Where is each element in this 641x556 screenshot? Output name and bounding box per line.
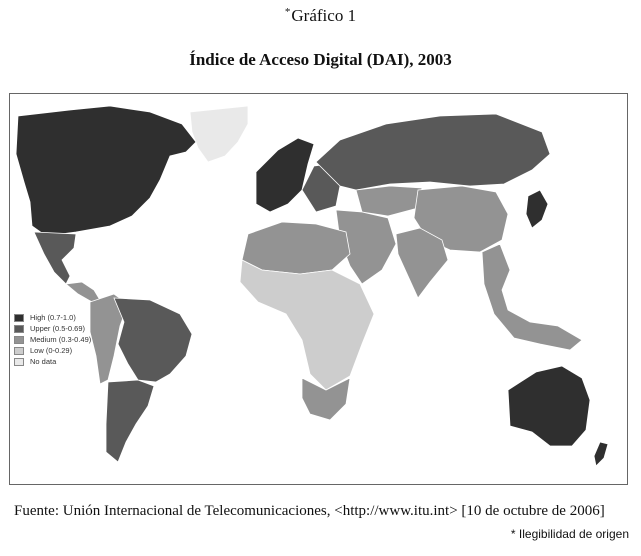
region-central-america <box>66 282 100 302</box>
legend-item-medium <box>14 334 154 345</box>
legend-label-no-data: No data <box>30 357 57 366</box>
legend-swatch-upper <box>14 325 24 333</box>
legend-swatch-medium <box>14 336 24 344</box>
region-australia <box>508 366 590 446</box>
figure-number-marker: * <box>284 6 291 18</box>
legend-item-low <box>14 345 154 356</box>
region-north-africa <box>242 222 350 274</box>
legend-label-high: High (0.7-1.0) <box>30 313 76 322</box>
legend-label-upper: Upper (0.5-0.69) <box>30 324 86 333</box>
legend-label-medium: Medium (0.3-0.49) <box>30 335 92 344</box>
region-new-zealand <box>594 442 608 466</box>
legend-swatch-high <box>14 314 24 322</box>
legend-item-upper <box>14 323 154 334</box>
figure-number-label: Gráfico 1 <box>291 6 357 25</box>
region-mexico <box>34 232 76 284</box>
map-title: Índice de Acceso Digital (DAI), 2003 <box>189 50 452 69</box>
map-legend <box>14 312 154 367</box>
world-map <box>9 93 628 485</box>
figure-number <box>0 6 641 26</box>
region-sub-saharan-africa <box>240 260 374 390</box>
region-russia <box>316 114 550 190</box>
legend-swatch-no-data <box>14 358 24 366</box>
legend-swatch-low <box>14 347 24 355</box>
region-western-europe <box>256 138 314 212</box>
legend-item-high <box>14 312 154 323</box>
legibility-note: * Ilegibilidad de origen <box>510 527 629 541</box>
legend-label-low: Low (0-0.29) <box>30 346 73 355</box>
region-southern-cone <box>106 380 154 462</box>
region-north-america <box>16 106 196 236</box>
legend-item-no-data <box>14 356 154 367</box>
region-southeast-asia <box>482 244 582 350</box>
region-greenland <box>190 106 248 162</box>
region-japan <box>526 190 548 228</box>
region-central-asia <box>356 186 422 216</box>
source-citation: Fuente: Unión Internacional de Telecomunicaciones, <http://www.itu.int> [10 de octubre de 2006] <box>14 503 605 519</box>
world-map-svg <box>10 94 627 484</box>
